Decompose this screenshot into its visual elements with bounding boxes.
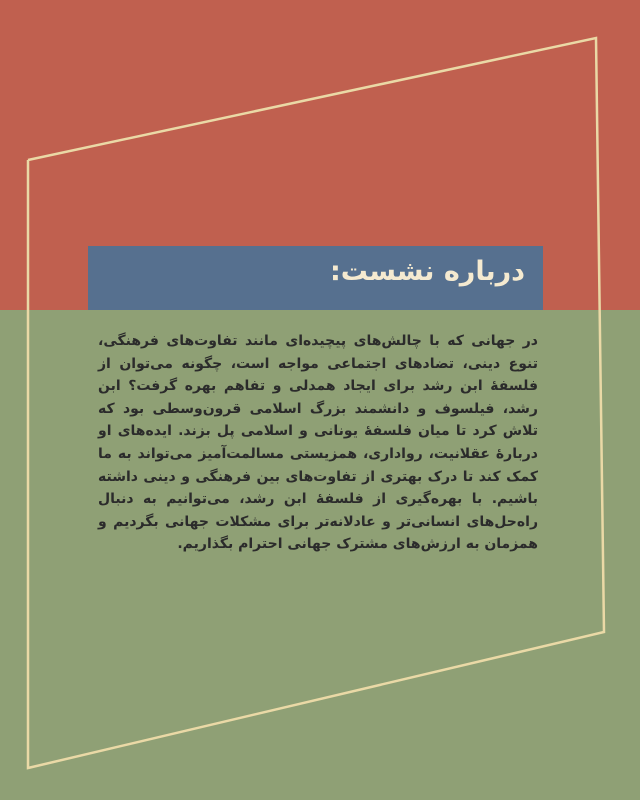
title-box	[88, 246, 543, 310]
page-title: درباره نشست:	[329, 256, 525, 287]
body-paragraph: در جهانی که با چالش‌های پیچیده‌ای مانند تفاوت‌های فرهنگی، تنوع دینی، تضادهای اجتماعی مواجه است، چگونه می‌توان از فلسفهٔ ابن رشد برای ایجاد همدلی و تفاهم بهره گرفت؟ ابن رشد، فیلسوف و دانشمند بزرگ اسلامی قرون‌وسطی بود که تلاش کرد تا میان فلسفهٔ یونانی و اسلامی پل بزند. ایده‌های او دربارهٔ عقلانیت، رواداری، همزیستی مسالمت‌آمیز می‌تواند به ما کمک کند تا درک بهتری از تفاوت‌های بین فرهنگی و دینی داشته باشیم. با بهره‌گیری از فلسفهٔ ابن رشد، می‌توانیم به دنبال راه‌حل‌های انسانی‌تر و عادلانه‌تر برای مشکلات جهانی بگردیم و همزمان به ارزش‌های مشترک جهانی احترام بگذاریم.	[98, 333, 538, 553]
